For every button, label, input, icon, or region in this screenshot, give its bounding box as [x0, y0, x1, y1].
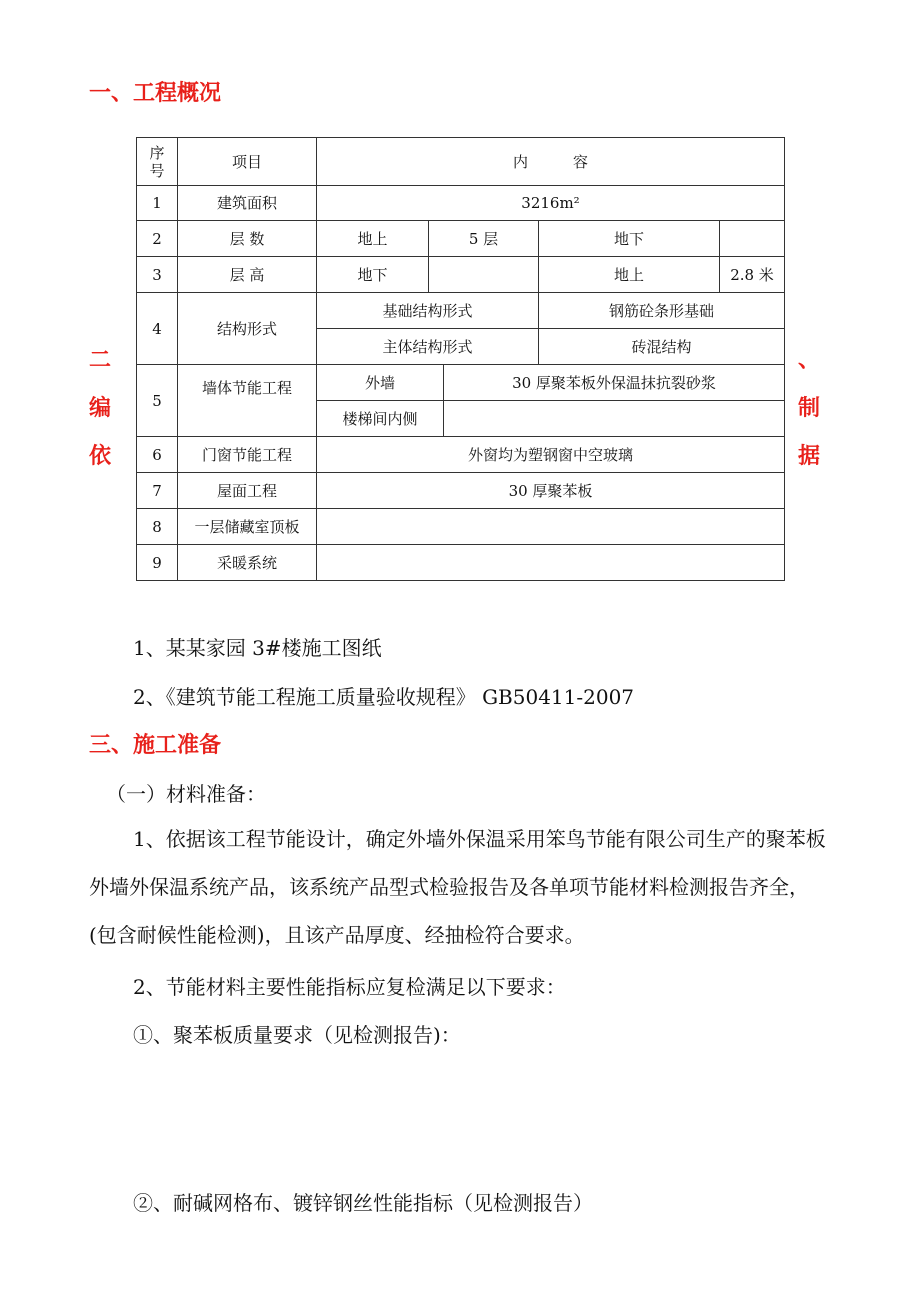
- paragraph-eps-requirement: ①、聚苯板质量要求（见检测报告)：: [133, 1023, 461, 1047]
- cell-item: 墙体节能工程: [178, 365, 317, 437]
- cell-value: 地下: [317, 257, 429, 293]
- table-row: [137, 545, 785, 581]
- project-overview-table: [136, 137, 785, 581]
- cell-seq: 5: [137, 365, 178, 437]
- paragraph-mesh-requirement: ②、耐碱网格布、镀锌钢丝性能指标（见检测报告）: [133, 1191, 593, 1215]
- table-row: [137, 437, 785, 473]
- cell-value: 主体结构形式: [317, 329, 539, 365]
- side-char: 、: [798, 348, 821, 373]
- cell-item: 层 数: [178, 221, 317, 257]
- cell-seq: 3: [137, 257, 178, 293]
- table-row: [137, 257, 785, 293]
- table-row: [137, 293, 785, 329]
- basis-item-1: 1、某某家园 3#楼施工图纸: [133, 636, 382, 660]
- table-header-row: [137, 138, 785, 186]
- basis-item-2: 2、《建筑节能工程施工质量验收规程》 GB50411-2007: [133, 685, 635, 709]
- cell-value: 30 厚聚苯板: [317, 473, 785, 509]
- cell-seq: 8: [137, 509, 178, 545]
- side-char: 制: [798, 396, 821, 421]
- cell-seq: 1: [137, 186, 178, 221]
- cell-value: 砖混结构: [539, 329, 785, 365]
- cell-value: 钢筋砼条形基础: [539, 293, 785, 329]
- cell-value: [444, 401, 785, 437]
- header-content: 内 容: [317, 138, 785, 186]
- table-row: [137, 473, 785, 509]
- cell-value: 地下: [539, 221, 720, 257]
- subsection-material-prep: （一）材料准备：: [106, 782, 266, 806]
- side-char: 依: [89, 444, 112, 469]
- paragraph-material-2: 2、节能材料主要性能指标应复检满足以下要求：: [133, 975, 566, 999]
- cell-item: 一层储藏室顶板: [178, 509, 317, 545]
- cell-value: 楼梯间内侧: [317, 401, 444, 437]
- cell-seq: 2: [137, 221, 178, 257]
- paragraph-material-1: 1、依据该工程节能设计，确定外墙外保温采用笨鸟节能有限公司生产的聚苯板外墙外保温系统产品，该系统产品型式检验报告及各单项节能材料检测报告齐全，(包含耐候性能检测)，且该产品厚度、经抽检符合要求。: [89, 827, 826, 947]
- cell-item: 采暖系统: [178, 545, 317, 581]
- table-row: [137, 221, 785, 257]
- cell-item: 建筑面积: [178, 186, 317, 221]
- cell-item: 层 高: [178, 257, 317, 293]
- side-char: 二: [89, 348, 112, 373]
- side-char: 编: [89, 396, 112, 421]
- side-char: 据: [798, 444, 821, 469]
- section-title-preparation: 三、施工准备: [89, 733, 222, 758]
- cell-item: 结构形式: [178, 293, 317, 365]
- section-two-marker-right: [798, 343, 820, 487]
- cell-value: 2.8 米: [720, 257, 785, 293]
- table-row: [137, 509, 785, 545]
- header-seq: 序号: [137, 138, 178, 186]
- cell-value: 5 层: [429, 221, 539, 257]
- table-row: [137, 186, 785, 221]
- cell-seq: 4: [137, 293, 178, 365]
- cell-value: [317, 509, 785, 545]
- cell-value: 地上: [317, 221, 429, 257]
- cell-value: 基础结构形式: [317, 293, 539, 329]
- cell-value: [720, 221, 785, 257]
- cell-value: 外墙: [317, 365, 444, 401]
- section-two-marker-left: [89, 343, 111, 487]
- section-title-overview: 一、工程概况: [89, 81, 222, 106]
- cell-value: [317, 545, 785, 581]
- cell-seq: 9: [137, 545, 178, 581]
- cell-value: 外窗均为塑钢窗中空玻璃: [317, 437, 785, 473]
- cell-item: 门窗节能工程: [178, 437, 317, 473]
- header-item: 项目: [178, 138, 317, 186]
- cell-item: 屋面工程: [178, 473, 317, 509]
- cell-seq: 7: [137, 473, 178, 509]
- cell-value: 30 厚聚苯板外保温抹抗裂砂浆: [444, 365, 785, 401]
- cell-value: [429, 257, 539, 293]
- table-row: [137, 365, 785, 401]
- cell-value: 3216m²: [317, 186, 785, 221]
- cell-seq: 6: [137, 437, 178, 473]
- cell-value: 地上: [539, 257, 720, 293]
